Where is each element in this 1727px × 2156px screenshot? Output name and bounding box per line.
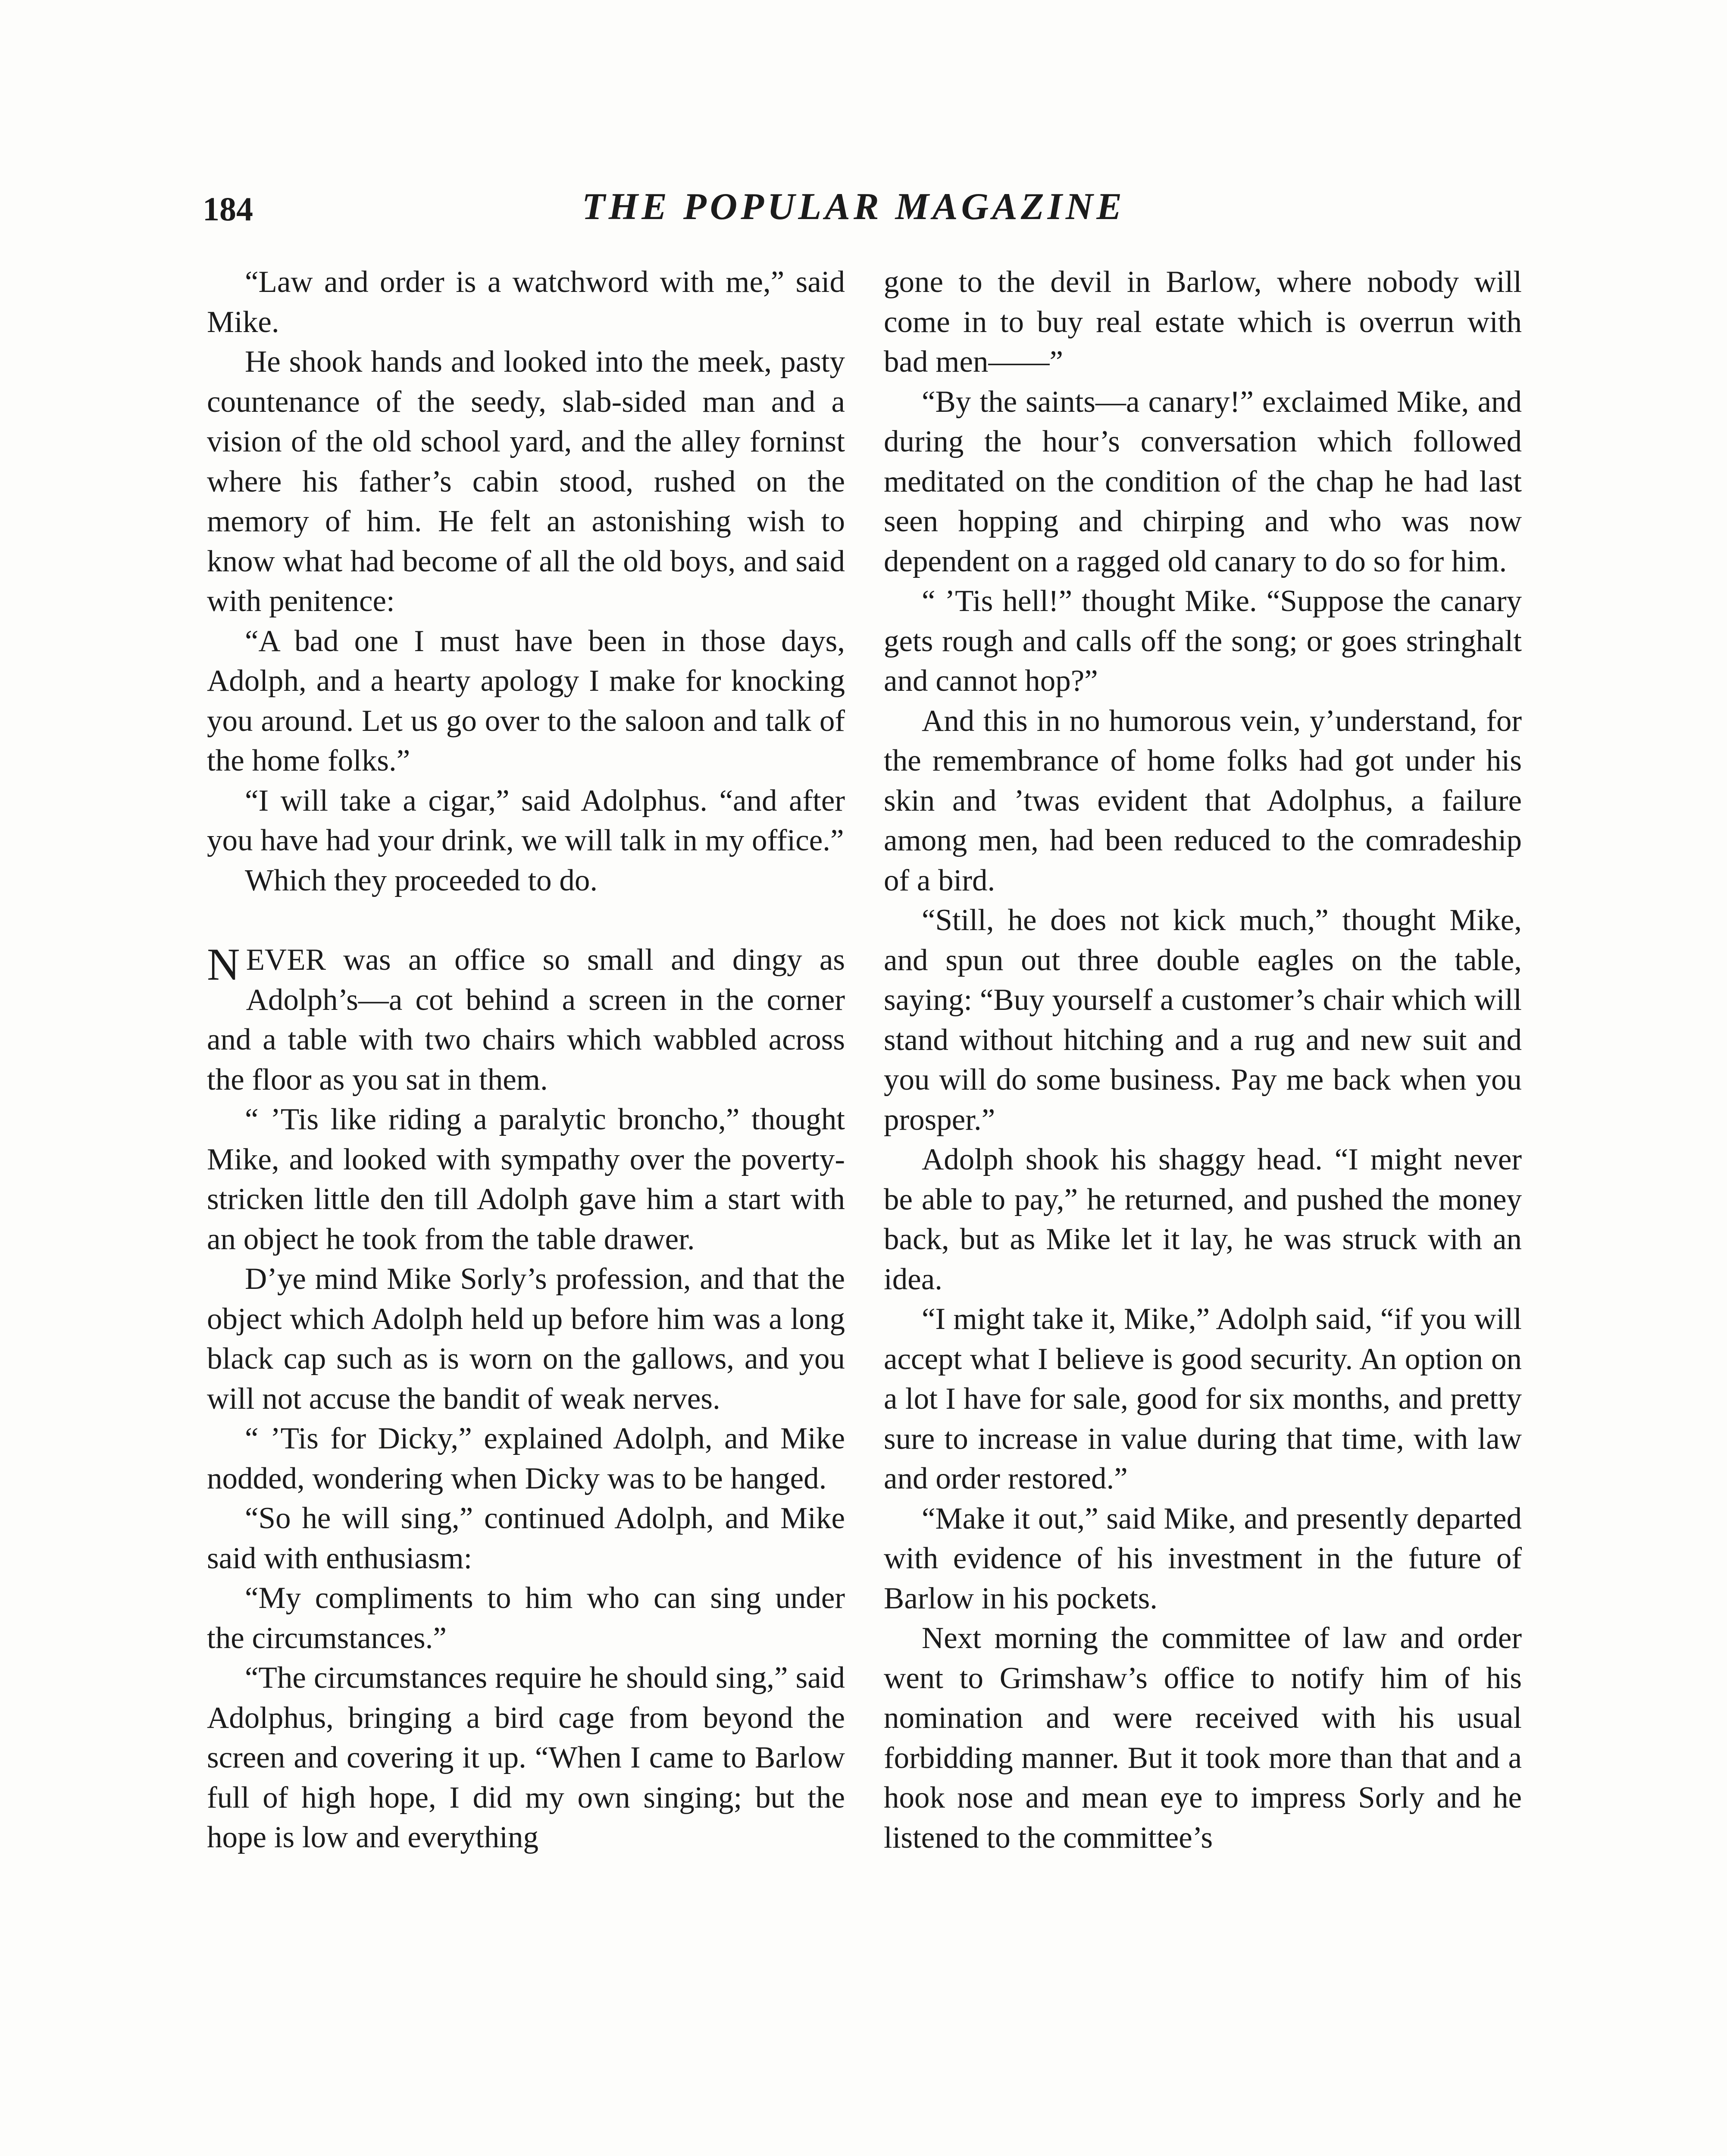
continued-paragraph: gone to the devil in Barlow, where nobody will come in to buy real estate which is overrun with bad men——” — [884, 265, 1522, 379]
paragraph: “I will take a cigar,” said Adolphus. “and after you have had your drink, we will talk in my office.” — [207, 783, 845, 857]
paragraph: Which they proceeded to do. — [245, 863, 598, 897]
page-number: 184 — [203, 190, 253, 228]
paragraph: “Make it out,” said Mike, and presently departed with evidence of his investment in the future of Barlow in his pockets. — [884, 1501, 1522, 1615]
right-column — [884, 262, 1522, 1858]
paragraph: And this in no humorous vein, y’understand, for the remembrance of home folks had got under his skin and ’twas evident that Adolphus, a failure among men, had been reduced to the comradeship of a bird. — [884, 704, 1522, 897]
drop-cap: N — [207, 939, 240, 990]
left-column — [207, 262, 845, 1858]
paragraph: “Law and order is a watchword with me,” said Mike. — [207, 265, 845, 339]
paragraph: D’ye mind Mike Sorly’s profession, and that the object which Adolph held up before him was a long black cap such as is worn on the gallows, and you will not accuse the bandit of weak nerves. — [207, 1262, 845, 1416]
section-opening-text: EVER was an office so small and dingy as Adolph’s—a cot behind a screen in the corner and a table with two chairs which wabbled across the floor as you sat in them. — [207, 943, 845, 1097]
paragraph: “A bad one I must have been in those days, Adolph, and a hearty apology I make for knocking you around. Let us go over to the saloon and talk of the home folks.” — [207, 624, 845, 777]
magazine-title: THE POPULAR MAGAZINE — [582, 186, 1126, 228]
paragraph: Next morning the committee of law and order went to Grimshaw’s office to notify him of his nomination and were received with his usual forbidding manner. But it took more than that and a hook nose and mean eye to impress Sorly and he listened to the committee’s — [884, 1621, 1522, 1855]
paragraph: “Still, he does not kick much,” thought Mike, and spun out three double eagles on the table, saying: “Buy yourself a customer’s chair which will stand without hitching and a rug and new suit and you will do some business. Pay me back when you prosper.” — [884, 903, 1522, 1137]
paragraph: “My compliments to him who can sing under the circumstances.” — [207, 1581, 845, 1655]
paragraph: Adolph shook his shaggy head. “I might never be able to pay,” he returned, and pushed the money back, but as Mike let it lay, he was struck with an idea. — [884, 1143, 1522, 1296]
running-head — [203, 181, 1523, 237]
paragraph: He shook hands and looked into the meek, pasty countenance of the seedy, slab-sided man and a vision of the old school yard, and the alley forninst where his father’s cabin stood, rushed on the memory of him. He felt an astonishing wish to know what had become of all the old boys, and said with penitence: — [207, 345, 845, 618]
paragraph: “So he will sing,” continued Adolph, and Mike said with enthusiasm: — [207, 1501, 845, 1575]
section-opening-paragraph — [207, 940, 845, 1100]
paragraph: “I might take it, Mike,” Adolph said, “if you will accept what I believe is good security. An option on a lot I have for sale, good for six months, and pretty sure to increase in value during that time, with law and order restored.” — [884, 1302, 1522, 1495]
paragraph: “By the saints—a canary!” exclaimed Mike, and during the hour’s conversation which followed meditated on the condition of the chap he had last seen hopping and chirping and who was now dependent on a ragged old canary to do so for him. — [884, 385, 1522, 578]
paragraph: “ ’Tis for Dicky,” explained Adolph, and Mike nodded, wondering when Dicky was to be hanged. — [207, 1422, 845, 1495]
paragraph: “ ’Tis like riding a paralytic broncho,” thought Mike, and looked with sympathy over the poverty-stricken little den till Adolph gave him a start with an object he took from the table drawer. — [207, 1103, 845, 1256]
paragraph: “The circumstances require he should sing,” said Adolphus, bringing a bird cage from beyond the screen and covering it up. “When I came to Barlow full of high hope, I did my own singing; but the hope is low and everything — [207, 1661, 845, 1854]
paragraph: “ ’Tis hell!” thought Mike. “Suppose the canary gets rough and calls off the song; or goes stringhalt and cannot hop?” — [884, 584, 1522, 698]
